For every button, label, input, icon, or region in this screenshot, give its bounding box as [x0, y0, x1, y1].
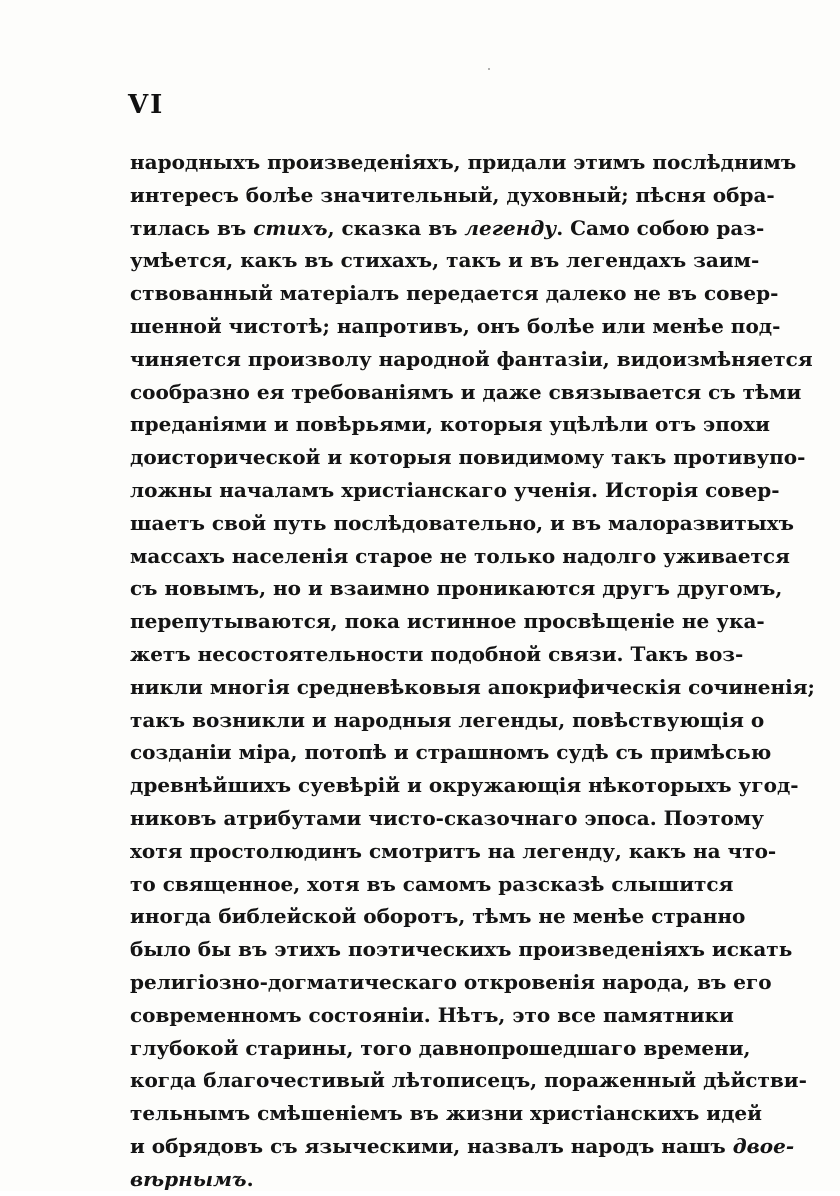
- text-run: ложны началамъ христіанскаго ученія. Исторія совер-: [130, 477, 780, 502]
- text-run: шаетъ свой путь послѣдовательно, и въ малоразвитыхъ: [130, 510, 794, 535]
- text-line: [130, 605, 765, 638]
- text-run: хотя простолюдинъ смотритъ на легенду, какъ на что-: [130, 838, 777, 863]
- text-run: иногда библейской оборотъ, тѣмъ не менѣе странно: [130, 904, 746, 929]
- text-line: [130, 1130, 795, 1163]
- text-run: тельнымъ смѣшеніемъ въ жизни христіанскихъ идей: [130, 1101, 762, 1126]
- text-line: [130, 310, 781, 343]
- text-run: современномъ состояніи. Нѣтъ, это все памятники: [130, 1002, 734, 1027]
- text-line: [130, 638, 744, 671]
- text-line: [130, 704, 765, 737]
- text-run: никли многія средневѣковыя апокрифическія сочиненія;: [130, 674, 815, 699]
- text-line: [130, 212, 765, 245]
- text-run: древнѣйшихъ суевѣрій и окружающія нѣкоторыхъ угод-: [130, 773, 799, 798]
- text-line: [130, 966, 772, 999]
- text-line: [130, 1064, 807, 1097]
- text-run: созданіи міра, потопѣ и страшномъ судѣ съ примѣсью: [130, 740, 772, 765]
- text-run: чиняется произволу народной фантазіи, видоизмѣняется: [130, 346, 813, 371]
- text-run: народныхъ произведеніяхъ, придали этимъ послѣднимъ: [130, 150, 797, 174]
- text-run: ствованный матеріалъ передается далеко не въ совер-: [130, 281, 779, 306]
- text-run: .: [246, 1166, 254, 1191]
- text-line: [130, 376, 802, 409]
- text-line: [130, 999, 734, 1032]
- italic-text-run: стихъ: [253, 215, 328, 240]
- text-line: [130, 146, 797, 179]
- text-run: и обрядовъ съ языческими, назвалъ народъ нашъ: [130, 1133, 733, 1158]
- text-run: преданіями и повѣрьями, которыя уцѣлѣли отъ эпохи: [130, 412, 770, 437]
- text-run: перепутываются, пока истинное просвѣщеніе не ука-: [130, 609, 765, 634]
- text-line: [130, 1032, 751, 1065]
- text-line: [130, 1097, 762, 1130]
- text-run: то священное, хотя въ самомъ разсказѣ слышится: [130, 871, 734, 896]
- text-line: [130, 474, 780, 507]
- text-run: жетъ несостоятельности подобной связи. Такъ воз-: [130, 641, 744, 666]
- text-line: [130, 277, 779, 310]
- text-line: [130, 736, 772, 769]
- paper-speck: [488, 68, 490, 70]
- italic-text-run: легенду: [464, 215, 557, 240]
- text-line: [130, 540, 790, 573]
- text-line: [130, 900, 746, 933]
- text-run: никовъ атрибутами чисто-сказочнаго эпоса. Поэтому: [130, 805, 764, 830]
- text-line: [130, 179, 775, 212]
- text-run: шенной чистотѣ; напротивъ, онъ болѣе или менѣе под-: [130, 313, 781, 338]
- text-run: съ новымъ, но и взаимно проникаются другъ другомъ,: [130, 576, 783, 601]
- text-line: [130, 572, 783, 605]
- text-run: массахъ населенія старое не только надолго уживается: [130, 543, 790, 568]
- text-line: [130, 343, 813, 376]
- text-run: интересъ болѣе значительный, духовный; пѣсня обра-: [130, 182, 775, 207]
- text-run: тилась въ: [130, 215, 254, 240]
- text-line: [130, 408, 770, 441]
- italic-text-run: двое-: [732, 1133, 795, 1158]
- text-run: было бы въ этихъ поэтическихъ произведеніяхъ искать: [130, 937, 793, 962]
- page-number: VI: [128, 90, 165, 120]
- text-line: [130, 1163, 688, 1196]
- body-text: [130, 146, 815, 1196]
- text-line: [130, 868, 734, 901]
- text-line: [130, 507, 794, 540]
- text-run: когда благочестивый лѣтописецъ, пораженный дѣйстви-: [130, 1068, 807, 1093]
- text-run: . Само собою раз-: [556, 215, 765, 240]
- text-run: сообразно ея требованіямъ и даже связывается съ тѣми: [130, 379, 802, 404]
- text-line: [130, 933, 793, 966]
- text-line: [130, 802, 764, 835]
- text-line: [130, 671, 815, 704]
- italic-text-run: вѣрнымъ: [130, 1166, 247, 1191]
- text-line: [130, 835, 777, 868]
- text-line: [130, 244, 760, 277]
- text-run: доисторической и которыя повидимому такъ противупо-: [130, 445, 806, 470]
- text-run: умѣется, какъ въ стихахъ, такъ и въ легендахъ заим-: [130, 248, 760, 273]
- text-run: глубокой старины, того давнопрошедшаго времени,: [130, 1035, 751, 1060]
- text-line: [130, 441, 806, 474]
- text-run: такъ возникли и народныя легенды, повѣствующія о: [130, 707, 765, 732]
- text-line: [130, 769, 799, 802]
- text-run: религіозно-догматическаго откровенія народа, въ его: [130, 969, 772, 994]
- text-run: , сказка въ: [327, 215, 465, 240]
